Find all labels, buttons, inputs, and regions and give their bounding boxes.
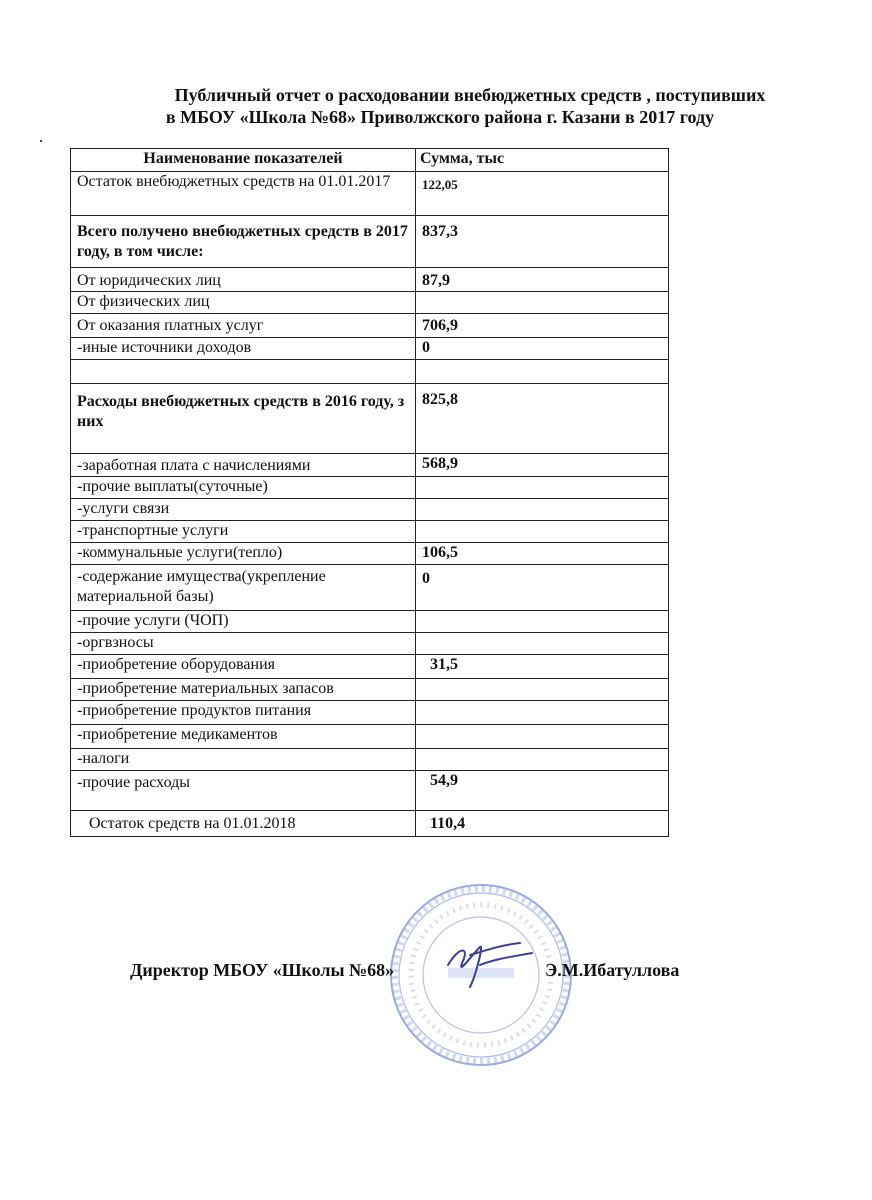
row-label: -коммунальные услуги(тепло) (71, 543, 416, 565)
row-label: -содержание имущества(укрепление материальной базы) (71, 565, 416, 611)
row-label: От юридических лиц (71, 268, 416, 292)
table-row (71, 216, 669, 268)
row-label: -налоги (71, 749, 416, 771)
row-value: 568,9 (416, 454, 669, 477)
row-label: -иные источники доходов (71, 338, 416, 360)
table-row (71, 749, 669, 771)
table-row (71, 811, 669, 837)
row-value (416, 701, 669, 725)
table-row (71, 314, 669, 338)
row-label: -приобретение медикаментов (71, 725, 416, 749)
row-value (416, 521, 669, 543)
row-label: Остаток внебюджетных средств на 01.01.2017 (71, 172, 416, 216)
row-value: 122,05 (416, 172, 669, 216)
row-value: 110,4 (416, 811, 669, 837)
row-value: 87,9 (416, 268, 669, 292)
row-label: -заработная плата с начислениями (71, 454, 416, 477)
table-row (71, 543, 669, 565)
row-value: 825,8 (416, 384, 669, 454)
handwritten-signature (440, 935, 540, 995)
table-header-row (71, 149, 669, 172)
row-value: 31,5 (416, 655, 669, 679)
director-position: Директор МБОУ «Школы №68» (130, 960, 395, 980)
row-label: Остаток средств на 01.01.2018 (71, 811, 416, 837)
table-row (71, 701, 669, 725)
table-row (71, 633, 669, 655)
table-row (71, 655, 669, 679)
title-line-2: в МБОУ «Школа №68» Приволжского района г. Казани в 2017 году (165, 107, 715, 127)
report-title (60, 84, 820, 128)
row-label: -приобретение оборудования (71, 655, 416, 679)
speck (40, 140, 42, 142)
row-value: 837,3 (416, 216, 669, 268)
row-label: -приобретение материальных запасов (71, 679, 416, 701)
row-label: -прочие расходы (71, 771, 416, 811)
table-row (71, 477, 669, 499)
table-row (71, 771, 669, 811)
table-row (71, 268, 669, 292)
row-value (416, 749, 669, 771)
row-label: От оказания платных услуг (71, 314, 416, 338)
row-label: -услуги связи (71, 499, 416, 521)
table-row (71, 565, 669, 611)
row-label: -прочие выплаты(суточные) (71, 477, 416, 499)
title-line-1: Публичный отчет о расходовании внебюджетных средств , поступивших (174, 85, 766, 105)
table-row (71, 679, 669, 701)
row-value (416, 477, 669, 499)
table-row (71, 292, 669, 314)
row-label (71, 360, 416, 384)
header-indicator: Наименование показателей (71, 149, 416, 172)
row-value (416, 679, 669, 701)
table-row (71, 521, 669, 543)
row-value: 0 (416, 565, 669, 611)
row-value: 54,9 (416, 771, 669, 811)
row-value (416, 725, 669, 749)
row-label: -транспортные услуги (71, 521, 416, 543)
row-value (416, 292, 669, 314)
row-value (416, 499, 669, 521)
director-name: Э.М.Ибатуллова (545, 960, 680, 980)
row-label: -оргвзносы (71, 633, 416, 655)
table-row (71, 384, 669, 454)
table-row (71, 611, 669, 633)
row-value: 706,9 (416, 314, 669, 338)
table-row (71, 725, 669, 749)
row-label: -приобретение продуктов питания (71, 701, 416, 725)
row-value (416, 611, 669, 633)
table-row (71, 360, 669, 384)
row-value (416, 633, 669, 655)
row-label: -прочие услуги (ЧОП) (71, 611, 416, 633)
row-value (416, 360, 669, 384)
row-label: Расходы внебюджетных средств в 2016 году, з них (71, 384, 416, 454)
row-label: От физических лиц (71, 292, 416, 314)
row-value: 0 (416, 338, 669, 360)
table-row (71, 172, 669, 216)
table-row (71, 499, 669, 521)
table-row (71, 454, 669, 477)
row-label: Всего получено внебюджетных средств в 2017 году, в том числе: (71, 216, 416, 268)
header-sum: Сумма, тыс (416, 149, 669, 172)
row-value: 106,5 (416, 543, 669, 565)
expense-table (70, 148, 669, 837)
table-row (71, 338, 669, 360)
